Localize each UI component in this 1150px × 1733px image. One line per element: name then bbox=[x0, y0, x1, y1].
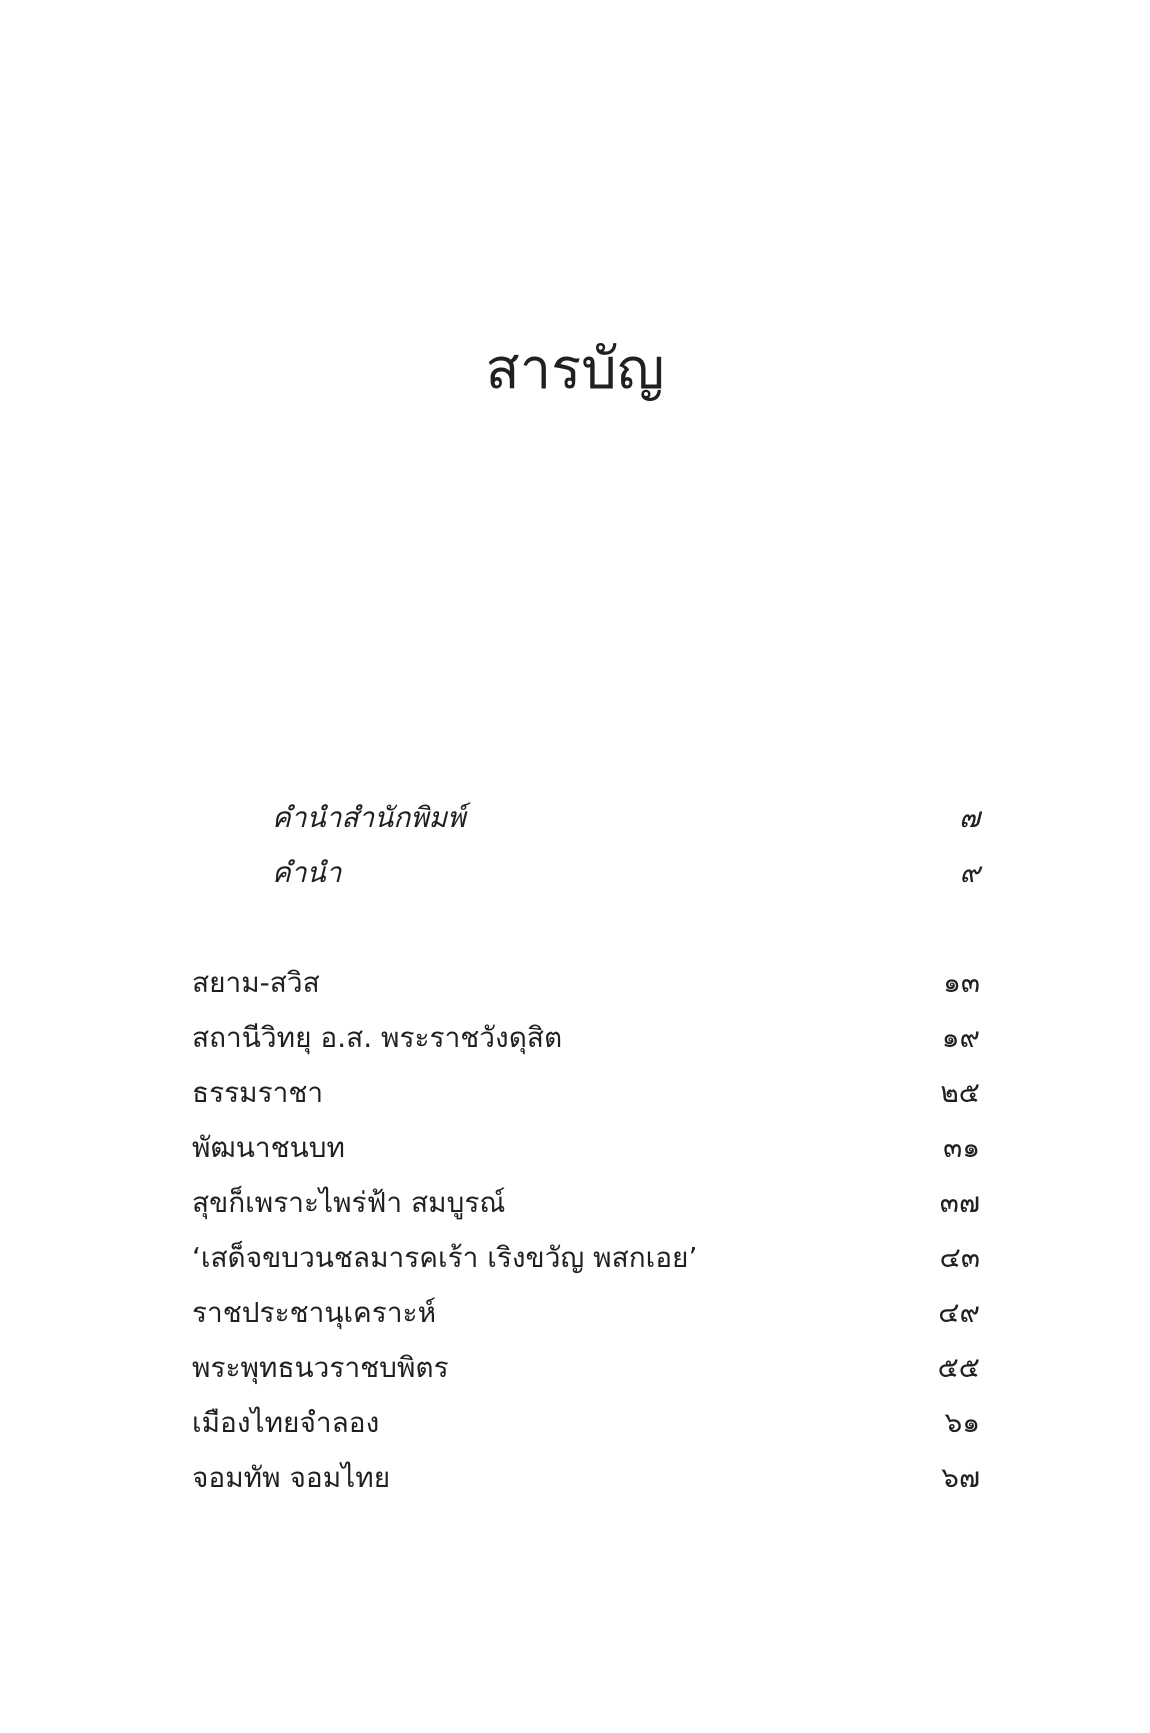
chapter-list bbox=[192, 955, 980, 1505]
toc-entry-title: ‘เสด็จขบวนชลมารคเร้า เริงขวัญ พสกเอย’ bbox=[192, 1241, 698, 1274]
toc-entry-title: ธรรมราชา bbox=[192, 1076, 324, 1109]
toc-entry-page-number: ๖๗ bbox=[941, 1461, 980, 1494]
toc-entry-title: คำนำ bbox=[272, 856, 342, 889]
toc-entry-title: พัฒนาชนบท bbox=[192, 1131, 345, 1164]
toc-entry bbox=[192, 955, 980, 1010]
toc-entry-page-number: ๓๑ bbox=[943, 1131, 980, 1164]
toc-entry bbox=[192, 1285, 980, 1340]
toc-entry-title: เมืองไทยจำลอง bbox=[192, 1406, 380, 1439]
toc-entry-title: สยาม-สวิส bbox=[192, 966, 320, 999]
toc-entry-page-number: ๗ bbox=[958, 801, 980, 834]
toc-entry-page-number: ๔๙ bbox=[938, 1296, 980, 1329]
toc-entry-page-number: ๖๑ bbox=[944, 1406, 980, 1439]
front-matter-list bbox=[272, 790, 980, 900]
toc-entry-page-number: ๕๕ bbox=[937, 1351, 980, 1384]
toc-entry-page-number: ๔๓ bbox=[939, 1241, 980, 1274]
toc-entry bbox=[192, 1065, 980, 1120]
toc-entry-page-number: ๑๓ bbox=[943, 966, 980, 999]
toc-entry-title: สุขก็เพราะไพร่ฟ้า สมบูรณ์ bbox=[192, 1186, 506, 1219]
toc-entry-title: พระพุทธนวราชบพิตร bbox=[192, 1351, 449, 1384]
toc-entry-title: สถานีวิทยุ อ.ส. พระราชวังดุสิต bbox=[192, 1021, 563, 1054]
toc-entry bbox=[192, 1340, 980, 1395]
toc-entry-title: คำนำสำนักพิมพ์ bbox=[272, 801, 466, 834]
toc-entry bbox=[272, 845, 980, 900]
toc-entry bbox=[192, 1450, 980, 1505]
toc-entry-page-number: ๓๗ bbox=[939, 1186, 980, 1219]
toc-entry-page-number: ๑๙ bbox=[941, 1021, 980, 1054]
toc-entry bbox=[192, 1120, 980, 1175]
page-title: สารบัญ bbox=[485, 336, 665, 402]
toc-entry bbox=[272, 790, 980, 845]
toc-entry bbox=[192, 1010, 980, 1065]
toc-entry-title: จอมทัพ จอมไทย bbox=[192, 1461, 391, 1494]
toc-entry bbox=[192, 1175, 980, 1230]
toc-entry-page-number: ๒๕ bbox=[940, 1076, 980, 1109]
toc-entry-title: ราชประชานุเคราะห์ bbox=[192, 1296, 437, 1329]
toc-entry-page-number: ๙ bbox=[959, 856, 980, 889]
toc-entry bbox=[192, 1230, 980, 1285]
toc-entry bbox=[192, 1395, 980, 1450]
